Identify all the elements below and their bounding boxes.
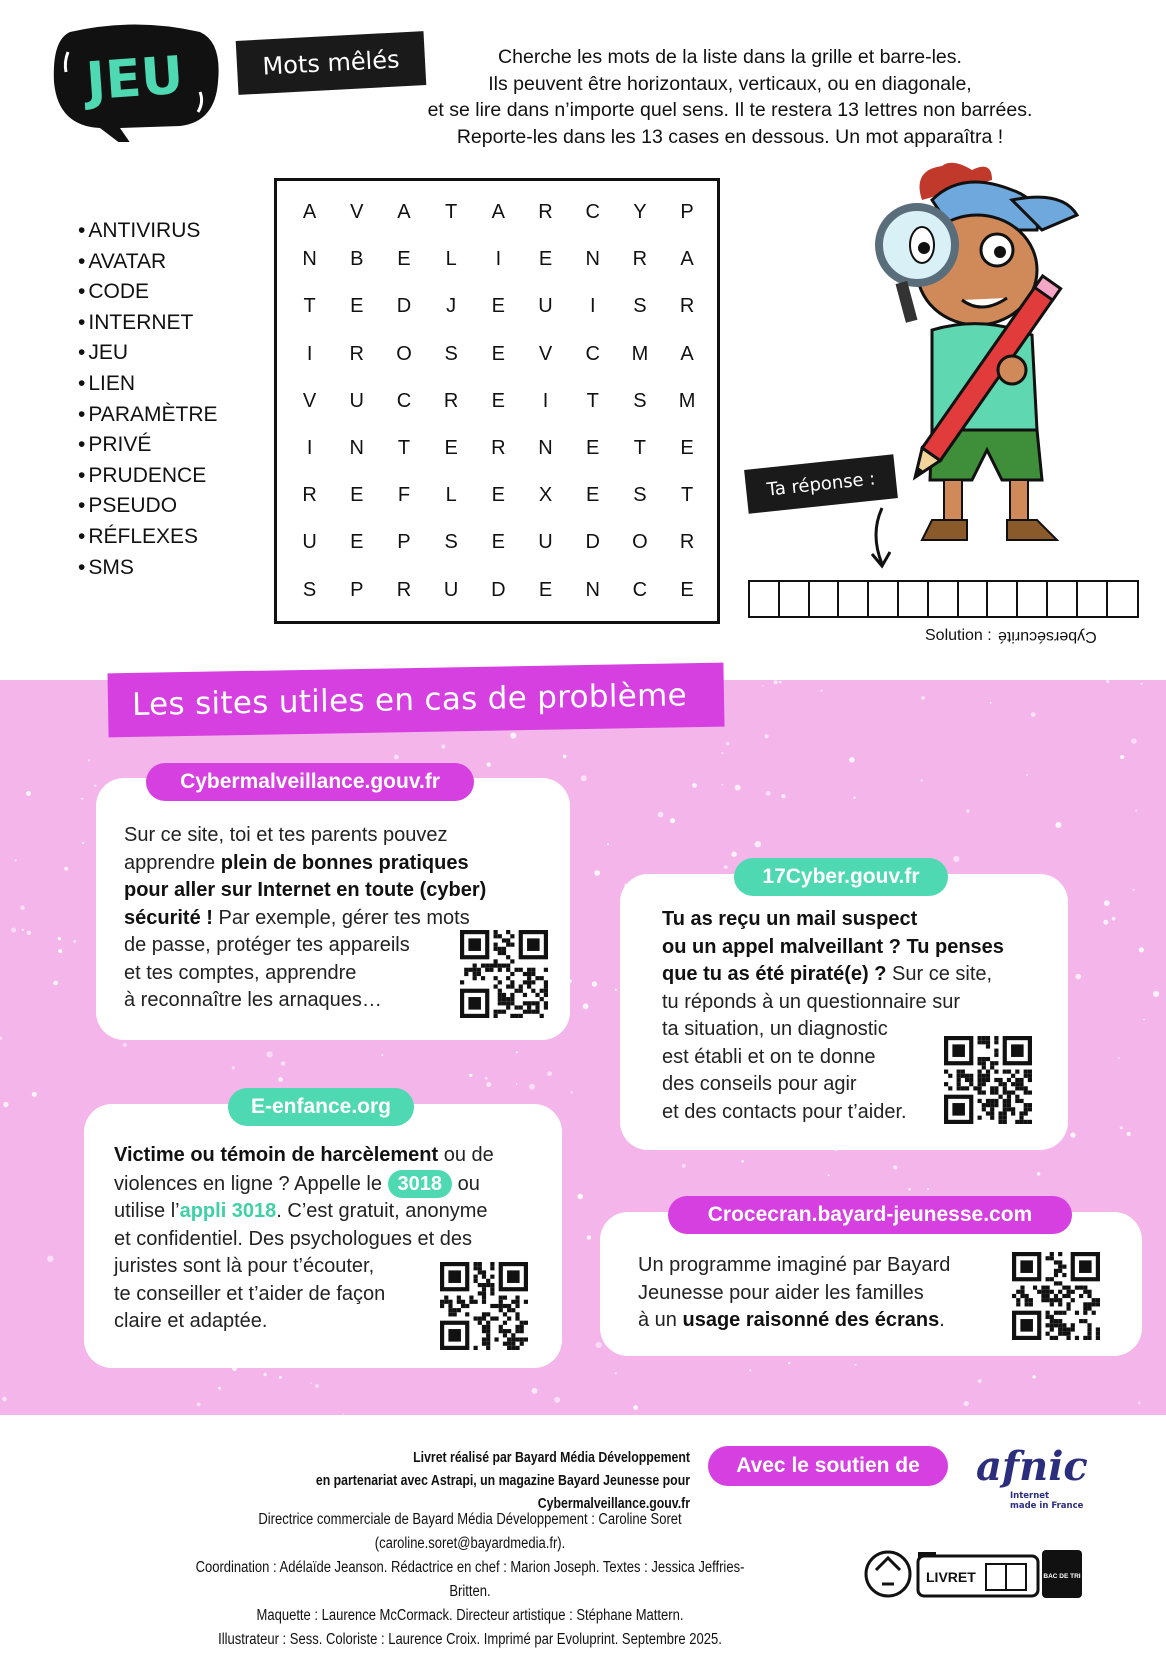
- sparkle: [1118, 1057, 1120, 1059]
- sparkle: [766, 791, 771, 796]
- grid-letter[interactable]: N: [585, 248, 600, 271]
- sparkle: [1139, 947, 1144, 952]
- svg-text:LIVRET: LIVRET: [926, 1569, 976, 1585]
- mots-meles-label: Mots mêlés: [236, 31, 427, 95]
- word-item: • PRUDENCE: [78, 461, 218, 492]
- qr-code-icon[interactable]: [944, 1036, 1032, 1124]
- answer-box[interactable]: [1048, 582, 1078, 616]
- answer-box[interactable]: [1018, 582, 1048, 616]
- sparkle: [596, 1342, 602, 1348]
- sparkle: [779, 681, 782, 684]
- grid-letter[interactable]: T: [586, 389, 599, 412]
- sparkle: [828, 1174, 830, 1176]
- answer-box[interactable]: [929, 582, 959, 616]
- grid-letter[interactable]: R: [491, 437, 506, 460]
- sparkle: [64, 867, 68, 871]
- word-item: • ANTIVIRUS: [78, 216, 218, 247]
- grid-letter[interactable]: I: [495, 248, 502, 271]
- sparkle: [81, 798, 83, 800]
- grid-letter[interactable]: A: [302, 201, 317, 224]
- grid-letter[interactable]: U: [538, 531, 553, 554]
- sparkle: [58, 949, 62, 953]
- grid-letter[interactable]: S: [633, 389, 647, 412]
- appli-link[interactable]: appli 3018: [179, 1200, 277, 1222]
- sparkle: [615, 989, 617, 991]
- grid-letter[interactable]: U: [443, 578, 459, 601]
- sparkle: [26, 791, 31, 796]
- word-item: • PSEUDO: [78, 491, 218, 522]
- sparkle: [1143, 1019, 1145, 1021]
- grid-letter[interactable]: C: [632, 578, 648, 601]
- grid-letter[interactable]: N: [349, 437, 364, 460]
- sparkle: [921, 779, 923, 781]
- sparkle: [1135, 810, 1137, 812]
- sparkle: [11, 928, 16, 933]
- jeu-speech-bubble: [50, 22, 220, 142]
- grid-letter[interactable]: I: [589, 295, 596, 318]
- sparkle: [516, 1051, 518, 1053]
- sparkle: [749, 1369, 751, 1371]
- sparkle: [731, 852, 736, 857]
- sparkle: [532, 1388, 538, 1394]
- jeu-badge-text: JEU: [84, 45, 186, 113]
- sparkle: [278, 1077, 283, 1082]
- grid-letter[interactable]: J: [446, 295, 457, 318]
- sparkle: [1106, 680, 1109, 683]
- answer-box[interactable]: [869, 582, 899, 616]
- answer-box[interactable]: [1078, 582, 1108, 616]
- qr-code-icon[interactable]: [440, 1262, 528, 1350]
- word-item: • JEU: [78, 338, 218, 369]
- grid-letter[interactable]: R: [632, 248, 648, 271]
- sparkle: [581, 775, 587, 781]
- sparkle: [578, 1194, 583, 1199]
- grid-letter[interactable]: R: [443, 389, 459, 412]
- sparkle: [721, 784, 723, 786]
- grid-letter[interactable]: O: [632, 531, 648, 554]
- answer-box[interactable]: [750, 582, 780, 616]
- sparkle: [1131, 738, 1137, 744]
- sparkle: [964, 1401, 969, 1406]
- sparkle: [633, 1405, 638, 1410]
- word-item: • CODE: [78, 277, 218, 308]
- sparkle: [1104, 900, 1110, 906]
- grid-letter[interactable]: E: [680, 437, 694, 460]
- sparkle: [735, 785, 741, 791]
- sparkle: [1076, 974, 1082, 980]
- site-link-crocecran[interactable]: Crocecran.bayard-jeunesse.com: [668, 1196, 1072, 1234]
- grid-letter[interactable]: E: [491, 531, 506, 554]
- grid-letter[interactable]: T: [397, 437, 411, 460]
- kid-detective-illustration: [862, 160, 1102, 560]
- grid-letter[interactable]: P: [680, 201, 694, 224]
- sparkle: [485, 1077, 488, 1080]
- sparkle: [1141, 683, 1143, 685]
- answer-box[interactable]: [839, 582, 869, 616]
- grid-letter[interactable]: A: [680, 248, 694, 271]
- site-link-e-enfance[interactable]: E-enfance.org: [228, 1088, 414, 1126]
- grid-letter[interactable]: X: [538, 484, 553, 507]
- sparkle: [853, 797, 855, 799]
- sparkle: [849, 757, 854, 762]
- grid-letter[interactable]: S: [302, 578, 317, 601]
- sparkle: [469, 1074, 472, 1077]
- sparkle: [487, 762, 491, 766]
- sparkle: [990, 702, 992, 704]
- grid-letter[interactable]: L: [445, 484, 457, 507]
- afnic-logo: [972, 1436, 1092, 1512]
- sparkle: [726, 742, 730, 746]
- sparkle: [310, 1382, 312, 1384]
- grid-letter[interactable]: B: [350, 248, 364, 271]
- svg-text:made in France: made in France: [1010, 1501, 1084, 1511]
- sparkle: [1103, 920, 1108, 925]
- grid-letter[interactable]: E: [350, 531, 364, 554]
- sparkle: [20, 905, 25, 910]
- grid-letter[interactable]: E: [586, 484, 600, 507]
- sparkle: [315, 1384, 319, 1388]
- sparkle: [22, 929, 24, 931]
- sparkle: [47, 1256, 53, 1262]
- credits-staff: Directrice commerciale de Bayard Média Développement : Caroline Soret (caroline.soret@bayardmedia.fr). Coordination : Adélaïde Jeanson. Rédactrice en chef : Marion Joseph. Textes : Jessica Jeffries-Britten. Maquette : Laurence McCormack. Directeur artistique : Stéphane Mattern. Illustrateur : Sess. Coloriste : Laurence Croix. Imprimé par Evoluprint. Septembre 2025.: [195, 1511, 745, 1648]
- grid-letter[interactable]: E: [491, 342, 506, 365]
- sparkle: [978, 1379, 982, 1383]
- sparkle: [218, 1387, 221, 1390]
- word-list: [78, 216, 218, 583]
- word-item: • SMS: [78, 553, 218, 584]
- grid-letter[interactable]: R: [302, 484, 317, 507]
- answer-box[interactable]: [1108, 582, 1138, 616]
- qr-code-icon[interactable]: [1012, 1252, 1100, 1340]
- sparkle: [908, 1188, 911, 1191]
- grid-letter[interactable]: R: [679, 295, 695, 318]
- sparkle: [682, 1164, 686, 1168]
- answer-box[interactable]: [780, 582, 810, 616]
- grid-letter[interactable]: M: [678, 389, 696, 412]
- grid-letter[interactable]: I: [306, 437, 313, 460]
- grid-letter[interactable]: D: [396, 295, 412, 318]
- sparkle: [15, 859, 17, 861]
- grid-letter[interactable]: V: [302, 389, 317, 412]
- sparkle: [1120, 1126, 1123, 1129]
- grid-letter[interactable]: E: [491, 389, 506, 412]
- grid-letter[interactable]: U: [349, 389, 364, 412]
- grid-letter[interactable]: L: [445, 248, 457, 271]
- sparkle: [82, 842, 84, 844]
- grid-letter[interactable]: E: [444, 437, 458, 460]
- word-item: • PARAMÈTRE: [78, 400, 218, 431]
- sparkle: [781, 794, 785, 798]
- grid-letter[interactable]: R: [349, 342, 364, 365]
- answer-box[interactable]: [810, 582, 840, 616]
- sites-title: Les sites utiles en cas de problème: [107, 663, 724, 738]
- sparkle: [58, 937, 61, 940]
- sparkle: [607, 843, 609, 845]
- sparkle: [263, 1373, 266, 1376]
- sparkle: [927, 1188, 929, 1190]
- sparkle: [281, 1061, 285, 1065]
- sparkle: [516, 1083, 518, 1085]
- sparkle: [724, 865, 728, 869]
- grid-letter[interactable]: V: [350, 201, 364, 224]
- grid-letter[interactable]: N: [302, 248, 317, 271]
- sparkle: [592, 981, 597, 986]
- grid-letter[interactable]: T: [633, 437, 647, 460]
- solution-line: Solution : Cybersécurité: [925, 627, 1097, 645]
- sparkle: [765, 734, 769, 738]
- sparkle: [1112, 917, 1116, 921]
- sparkle: [774, 680, 778, 684]
- sparkle: [94, 785, 96, 787]
- svg-text:BAC DE TRI: BAC DE TRI: [1043, 1573, 1081, 1580]
- sparkle: [820, 690, 822, 692]
- grid-letter[interactable]: S: [633, 484, 647, 507]
- sparkle: [670, 818, 675, 823]
- sparkle: [953, 856, 959, 862]
- sparkle: [27, 931, 31, 935]
- sparkle: [1037, 1172, 1040, 1175]
- qr-code-icon[interactable]: [460, 930, 548, 1018]
- answer-box[interactable]: [959, 582, 989, 616]
- sparkle: [755, 841, 761, 847]
- svg-text:afnic: afnic: [976, 1443, 1088, 1490]
- grid-letter[interactable]: T: [445, 201, 458, 224]
- sparkle: [583, 1003, 589, 1009]
- sparkle: [571, 1091, 573, 1093]
- grid-letter[interactable]: F: [397, 484, 411, 507]
- sparkle: [594, 870, 600, 876]
- sparkle: [658, 812, 664, 818]
- solution-value: Cybersécurité: [997, 628, 1097, 645]
- answer-box[interactable]: [988, 582, 1018, 616]
- card-crocecran: Un programme imaginé par Bayard Jeunesse pour aider les familles à un usage raisonné des écrans.: [600, 1212, 1142, 1356]
- sparkle: [615, 1372, 617, 1374]
- grid-letter[interactable]: C: [585, 342, 600, 365]
- sparkle: [1070, 1132, 1075, 1137]
- sparkle: [722, 752, 724, 754]
- grid-letter[interactable]: I: [306, 342, 313, 365]
- triman-recycling-logo: [862, 1540, 1092, 1600]
- game-instructions: Cherche les mots de la liste dans la grille et barre-les. Ils peuvent être horizontaux, verticaux, ou en diagonale, et se lire dans n’importe quel sens. Il te restera 13 lettres non barrées. Reporte-les dans les 13 cases en dessous. Un mot apparaîtra !: [427, 46, 1033, 148]
- sparkle: [893, 1166, 897, 1170]
- sparkle: [73, 940, 76, 943]
- sparkle: [1031, 712, 1036, 717]
- sparkle: [0, 1036, 2, 1040]
- sparkle: [197, 1403, 201, 1407]
- down-arrow-icon: [862, 504, 902, 572]
- sparkle: [381, 1054, 383, 1056]
- grid-letter[interactable]: R: [396, 578, 412, 601]
- sparkle: [88, 759, 90, 761]
- sparkle: [486, 1082, 491, 1087]
- answer-box[interactable]: [899, 582, 929, 616]
- grid-letter[interactable]: E: [538, 248, 553, 271]
- grid-letter[interactable]: A: [491, 201, 506, 224]
- sparkle: [563, 755, 567, 759]
- sparkle: [762, 685, 764, 687]
- word-search-grid: [274, 178, 720, 624]
- card-e-enfance: Victime ou témoin de harcèlement ou de violences en ligne ? Appelle le 3018 ou utilise l’appli 3018. C’est gratuit, anonyme et confidentiel. Des psychologues et des juristes sont là pour t’écouter, te conseiller et t’aider de façon claire et adaptée.: [84, 1104, 562, 1368]
- sparkle: [1026, 774, 1028, 776]
- credits-partnership: Livret réalisé par Bayard Média Développement en partenariat avec Astrapi, un magazine Bayard Jeunesse pour Cybermalveillance.gouv.fr: [315, 1449, 690, 1512]
- sparkle: [123, 1043, 127, 1047]
- grid-letter[interactable]: T: [680, 484, 694, 507]
- sparkle: [547, 1071, 552, 1076]
- grid-letter[interactable]: E: [538, 578, 553, 601]
- grid-letter[interactable]: E: [350, 484, 364, 507]
- sparkle: [741, 1160, 744, 1163]
- grid-letter[interactable]: N: [538, 437, 553, 460]
- grid-letter[interactable]: E: [680, 578, 694, 601]
- grid-letter[interactable]: E: [586, 437, 600, 460]
- sparkle: [232, 1066, 235, 1069]
- grid-letter[interactable]: O: [396, 342, 412, 365]
- answer-boxes[interactable]: [748, 580, 1139, 618]
- sparkle: [587, 1235, 591, 1239]
- grid-letter[interactable]: M: [631, 342, 649, 365]
- grid-letter[interactable]: E: [491, 295, 506, 318]
- phone-number-badge[interactable]: 3018: [388, 1170, 453, 1198]
- sparkle: [3, 1102, 8, 1107]
- word-item: • AVATAR: [78, 247, 218, 278]
- sparkle: [529, 1084, 535, 1090]
- svg-text:Internet: Internet: [1010, 1491, 1050, 1501]
- sparkle: [1133, 889, 1135, 891]
- sparkle: [692, 783, 697, 788]
- card-cybermalveillance: Sur ce site, toi et tes parents pouvez apprendre plein de bonnes pratiques pour aller sur Internet en toute (cyber) sécurité ! Par exemple, gérer tes mots de passe, protéger tes appareils et tes comptes, apprendre à reconnaître les arnaques…: [96, 778, 570, 1040]
- sparkle: [279, 1376, 282, 1379]
- grid-letter[interactable]: E: [491, 484, 506, 507]
- grid-letter[interactable]: A: [680, 342, 694, 365]
- soutien-label: Avec le soutien de: [708, 1446, 948, 1486]
- grid-letter[interactable]: D: [491, 578, 506, 601]
- grid-letter[interactable]: P: [397, 531, 411, 554]
- grid-letter[interactable]: U: [302, 531, 317, 554]
- answer-label: Ta réponse :: [744, 454, 898, 513]
- sparkle: [554, 1397, 560, 1403]
- grid-letter[interactable]: D: [585, 531, 600, 554]
- card-17cyber: Tu as reçu un mail suspect ou un appel malveillant ? Tu penses que tu as été piraté(e) ? Sur ce site, tu réponds à un questionnaire sur ta situation, un diagnostic est établi et on te donne des conseils pour agir et des contacts pour t’aider.: [620, 874, 1068, 1150]
- word-item: • LIEN: [78, 369, 218, 400]
- grid-letter[interactable]: R: [538, 201, 553, 224]
- word-item: • RÉFLEXES: [78, 522, 218, 553]
- grid-letter[interactable]: C: [396, 389, 412, 412]
- sparkle: [53, 981, 58, 986]
- sparkle: [32, 1092, 37, 1097]
- site-link-17cyber[interactable]: 17Cyber.gouv.fr: [734, 858, 948, 896]
- sparkle: [266, 1051, 272, 1057]
- sparkle: [1127, 1132, 1131, 1136]
- grid-letter[interactable]: I: [542, 389, 549, 412]
- grid-letter[interactable]: Y: [633, 201, 647, 224]
- grid-letter[interactable]: S: [444, 342, 458, 365]
- sparkle: [2, 1397, 7, 1402]
- grid-letter[interactable]: R: [679, 531, 695, 554]
- sparkle: [510, 732, 516, 738]
- sparkle: [441, 745, 445, 749]
- sparkle: [855, 1364, 857, 1366]
- grid-letter[interactable]: S: [444, 531, 458, 554]
- sparkle: [966, 810, 969, 813]
- sparkle: [1055, 822, 1061, 828]
- sparkle: [343, 1413, 345, 1415]
- grid-letter[interactable]: P: [350, 578, 364, 601]
- sparkle: [921, 696, 925, 700]
- word-item: • PRIVÉ: [78, 430, 218, 461]
- grid-letter[interactable]: E: [350, 295, 364, 318]
- sparkle: [1120, 755, 1124, 759]
- grid-letter[interactable]: E: [397, 248, 411, 271]
- sparkle: [394, 755, 399, 760]
- sparkle: [788, 1362, 790, 1364]
- grid-letter[interactable]: S: [633, 295, 647, 318]
- site-link-cybermalveillance[interactable]: Cybermalveillance.gouv.fr: [146, 763, 474, 801]
- word-item: • INTERNET: [78, 308, 218, 339]
- grid-letter[interactable]: T: [303, 295, 316, 318]
- grid-letter[interactable]: V: [538, 342, 553, 365]
- sparkle: [1032, 1375, 1035, 1378]
- grid-letter[interactable]: A: [397, 201, 411, 224]
- grid-letter[interactable]: U: [538, 295, 553, 318]
- sparkle: [1153, 991, 1159, 997]
- sparkle: [1138, 1402, 1141, 1405]
- grid-letter[interactable]: C: [585, 201, 600, 224]
- grid-letter[interactable]: N: [585, 578, 600, 601]
